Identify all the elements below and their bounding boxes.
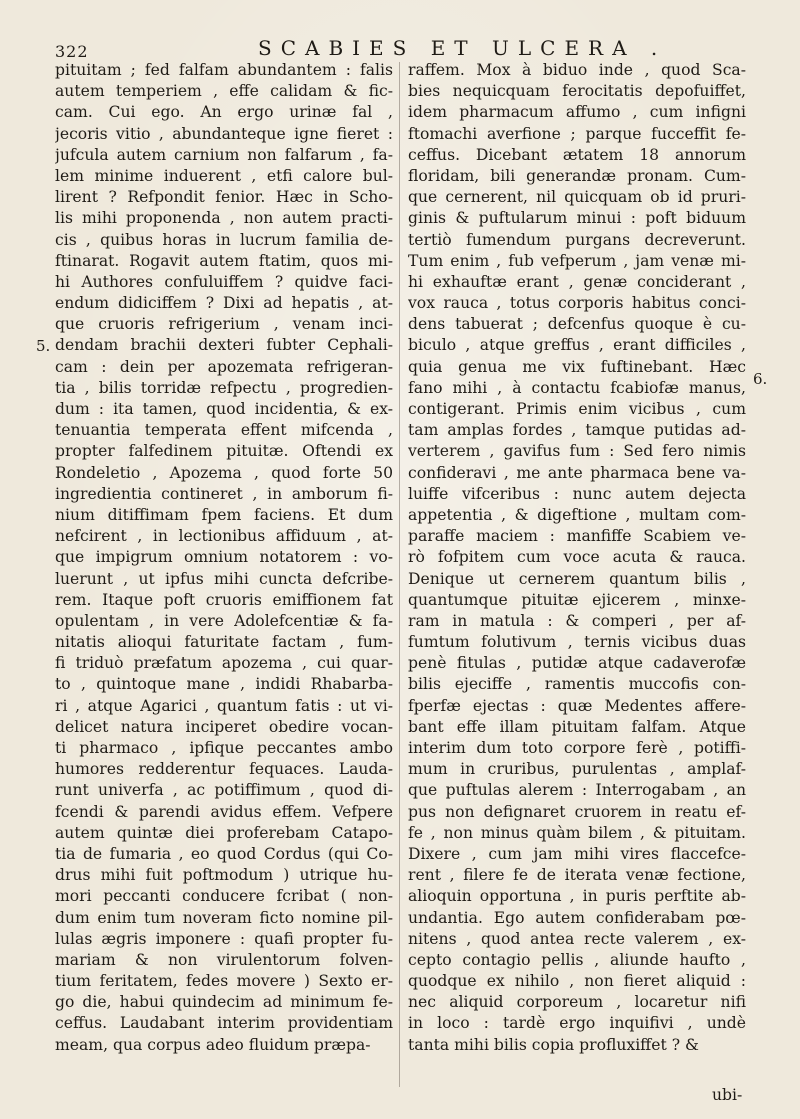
text-line: ri , atque Agarici , quantum fatis : ut vi- [55, 696, 393, 715]
text-line: tia de fumaria , eo quod Cordus (qui Co- [55, 844, 393, 863]
text-line: idem pharmacum affumo , cum infigni [408, 103, 746, 122]
text-line: mum in cruribus, purulentas , amplaf- [408, 760, 746, 779]
text-line: ram in matula : & comperi , per af- [408, 611, 746, 630]
page-number: 322 [55, 42, 89, 61]
text-line: lem minime induerent , etfi calore bul- [55, 166, 393, 185]
text-line: autem quintæ diei proferebam Catapo- [55, 823, 393, 842]
text-line: vox rauca , totus corporis habitus conci- [408, 294, 746, 313]
text-line: opulentam , in vere Adolefcentiæ & fa- [55, 611, 393, 630]
text-line: appetentia , & digeftione , multam com- [408, 505, 746, 524]
text-line: pituitam ; fed falfam abundantem : falis [55, 61, 393, 79]
text-line: lulas ægris imponere : quafi propter fu- [55, 929, 393, 948]
margin-number-right: 6. [753, 370, 768, 388]
text-line: mariam & non virulentorum folven- [55, 950, 393, 969]
running-title: SCABIES ET ULCERA . [258, 36, 667, 60]
text-line: confideravi , me ante pharmaca bene va- [408, 463, 746, 482]
text-line: floridam, bili generandæ pronam. Cum- [408, 166, 746, 185]
text-line: rem. Itaque poft cruoris emiffionem fat [55, 590, 393, 609]
text-line: tam amplas fordes , tamque putidas ad- [408, 421, 746, 440]
text-line: bant effe illam pituitam falfam. Atque [408, 717, 746, 736]
text-line: ftinarat. Rogavit autem ftatim, quos mi- [55, 251, 393, 270]
text-line: endum didiciffem ? Dixi ad hepatis , at- [55, 294, 393, 313]
right-text-column [408, 60, 746, 1056]
text-line: nium ditiffimam fpem faciens. Et dum [55, 505, 393, 524]
text-line: jecoris vitio , abundanteque igne fieret : [55, 124, 393, 143]
text-line: fano mihi , à contactu fcabiofæ manus, [408, 378, 746, 397]
text-line: fcendi & parendi avidus effem. Vefpere [55, 802, 393, 821]
text-line: que puftulas alerem : Interrogabam , an [408, 781, 746, 800]
text-line: nitens , quod antea recte valerem , ex- [408, 929, 746, 948]
text-line: rent , filere fe de iterata venæ fectione, [408, 866, 746, 885]
text-line: hi exhauftæ erant , genæ conciderant , [408, 272, 746, 291]
text-line: autem temperiem , effe calidam & fic- [55, 82, 393, 101]
text-line: to , quintoque mane , indidi Rhabarba- [55, 675, 393, 694]
text-line: hi Authores confuluiffem ? quidve faci- [55, 272, 393, 291]
text-line: mori peccanti conducere fcribat ( non- [55, 887, 393, 906]
text-line: dum enim tum noveram ficto nomine pil- [55, 908, 393, 927]
text-line: cis , quibus horas in lucrum familia de- [55, 230, 393, 249]
text-line: go die, habui quindecim ad minimum fe- [55, 993, 393, 1012]
text-line: tia , bilis torridæ refpectu , progredien- [55, 378, 393, 397]
column-divider [399, 62, 400, 1087]
text-line: in loco : tardè ergo inquifivi , undè [408, 1014, 746, 1033]
text-line: tanta mihi bilis copia profluxiffet ? & [408, 1035, 699, 1054]
text-line: nec aliquid corporeum , locaretur nifi [408, 993, 746, 1012]
text-line: nitatis alioqui faturitate factam , fum- [55, 633, 393, 652]
text-line: contigerant. Primis enim vicibus , cum [408, 400, 746, 418]
text-line: quodque ex nihilo , non fieret aliquid : [408, 972, 746, 991]
text-line: undantia. Ego autem confiderabam pœ- [408, 908, 746, 927]
text-line: nefcirent , in lectionibus affiduum , at- [55, 527, 393, 546]
text-line: paraffe maciem : manfiffe Scabiem ve- [408, 527, 746, 546]
text-line: dendam brachii dexteri fubter Cephali- [55, 336, 393, 355]
text-line: lirent ? Refpondit fenior. Hæc in Scho- [55, 188, 393, 207]
text-line: fi triduò præfatum apozema , cui quar- [55, 654, 393, 673]
margin-number-left: 5. [36, 337, 51, 355]
text-line: cam. Cui ego. An ergo urinæ fal , [55, 103, 393, 122]
text-line: rò fofpitem cum voce acuta & rauca. [408, 548, 746, 567]
text-line: lis mihi proponenda , non autem practi- [55, 209, 393, 228]
text-line: que cernerent, nil quicquam ob id pruri- [408, 188, 746, 207]
text-line: interim dum toto corpore ferè , potiffi- [408, 739, 746, 757]
text-line: bies nequicquam ferocitatis depofuiffet, [408, 82, 746, 101]
text-line: alioquin opportuna , in puris perftite ab- [408, 887, 746, 906]
text-line: dum : ita tamen, quod incidentia, & ex- [55, 400, 393, 418]
text-line: ti pharmaco , ipfique peccantes ambo [55, 739, 393, 757]
text-line: propter falfedinem pituitæ. Oftendi ex [55, 442, 393, 461]
text-line: luiffe vifceribus : nunc autem dejecta [408, 484, 746, 503]
text-line: delicet natura inciperet obedire vocan- [55, 717, 393, 736]
text-line: verterem , gavifus fum : Sed fero nimis [408, 442, 746, 461]
text-line: dens tabuerat ; defcenfus quoque è cu- [408, 315, 746, 334]
text-line: cam : dein per apozemata refrigeran- [55, 357, 393, 376]
text-line: tium feritatem, fedes movere ) Sexto er- [55, 972, 393, 991]
text-line: jufcula autem carnium non falfarum , fa- [55, 145, 393, 164]
text-line: ftomachi averfione ; parque fucceffit fe- [408, 124, 746, 143]
text-line: que impigrum omnium notatorem : vo- [55, 548, 393, 567]
text-line: humores redderentur fequaces. Lauda- [55, 760, 393, 779]
text-line: runt univerfa , ac potiffimum , quod di- [55, 781, 393, 800]
text-line: pus non defignaret cruorem in reatu ef- [408, 802, 746, 821]
text-line: Dixere , cum jam mihi vires flaccefce- [408, 844, 746, 863]
text-line: quantumque pituitæ ejicerem , minxe- [408, 590, 746, 609]
text-line: cepto contagio pellis , aliunde haufto , [408, 950, 746, 969]
text-line: Rondeletio , Apozema , quod forte 50 [55, 463, 393, 482]
text-line: luerunt , ut ipfus mihi cuncta defcribe- [55, 569, 393, 588]
text-line: Tum enim , fub vefperum , jam venæ mi- [408, 251, 746, 270]
text-line: fe , non minus quàm bilem , & pituitam. [408, 823, 746, 842]
text-line: raffem. Mox à biduo inde , quod Sca- [408, 61, 746, 79]
text-line: tertiò fumendum purgans decreverunt. [408, 230, 746, 249]
text-line: ceffus. Laudabant interim providentiam [55, 1014, 393, 1033]
text-line: Denique ut cernerem quantum bilis , [408, 569, 746, 588]
text-line: fumtum folutivum , ternis vicibus duas [408, 633, 746, 652]
catchword: ubi- [712, 1086, 743, 1104]
text-line: biculo , atque greffus , erant difficiles , [408, 336, 746, 355]
text-line: que cruoris refrigerium , venam inci- [55, 315, 393, 334]
text-line: fperfæ ejectas : quæ Medentes affere- [408, 696, 746, 715]
text-line: meam, qua corpus adeo fluidum præpa- [55, 1035, 371, 1054]
text-line: penè fitulas , putidæ atque cadaverofæ [408, 654, 746, 673]
text-line: drus mihi fuit poftmodum ) utrique hu- [55, 866, 393, 885]
text-line: quia genua me vix fuftinebant. Hæc [408, 357, 746, 376]
text-line: tenuantia temperata effent mifcenda , [55, 421, 393, 440]
text-line: ceffus. Dicebant ætatem 18 annorum [408, 145, 746, 164]
text-line: ingredientia contineret , in amborum fi- [55, 484, 393, 503]
left-text-column [55, 60, 393, 1056]
text-line: ginis & puftularum minui : poft biduum [408, 209, 746, 228]
text-line: bilis ejeciffe , ramentis muccofis con- [408, 675, 746, 694]
